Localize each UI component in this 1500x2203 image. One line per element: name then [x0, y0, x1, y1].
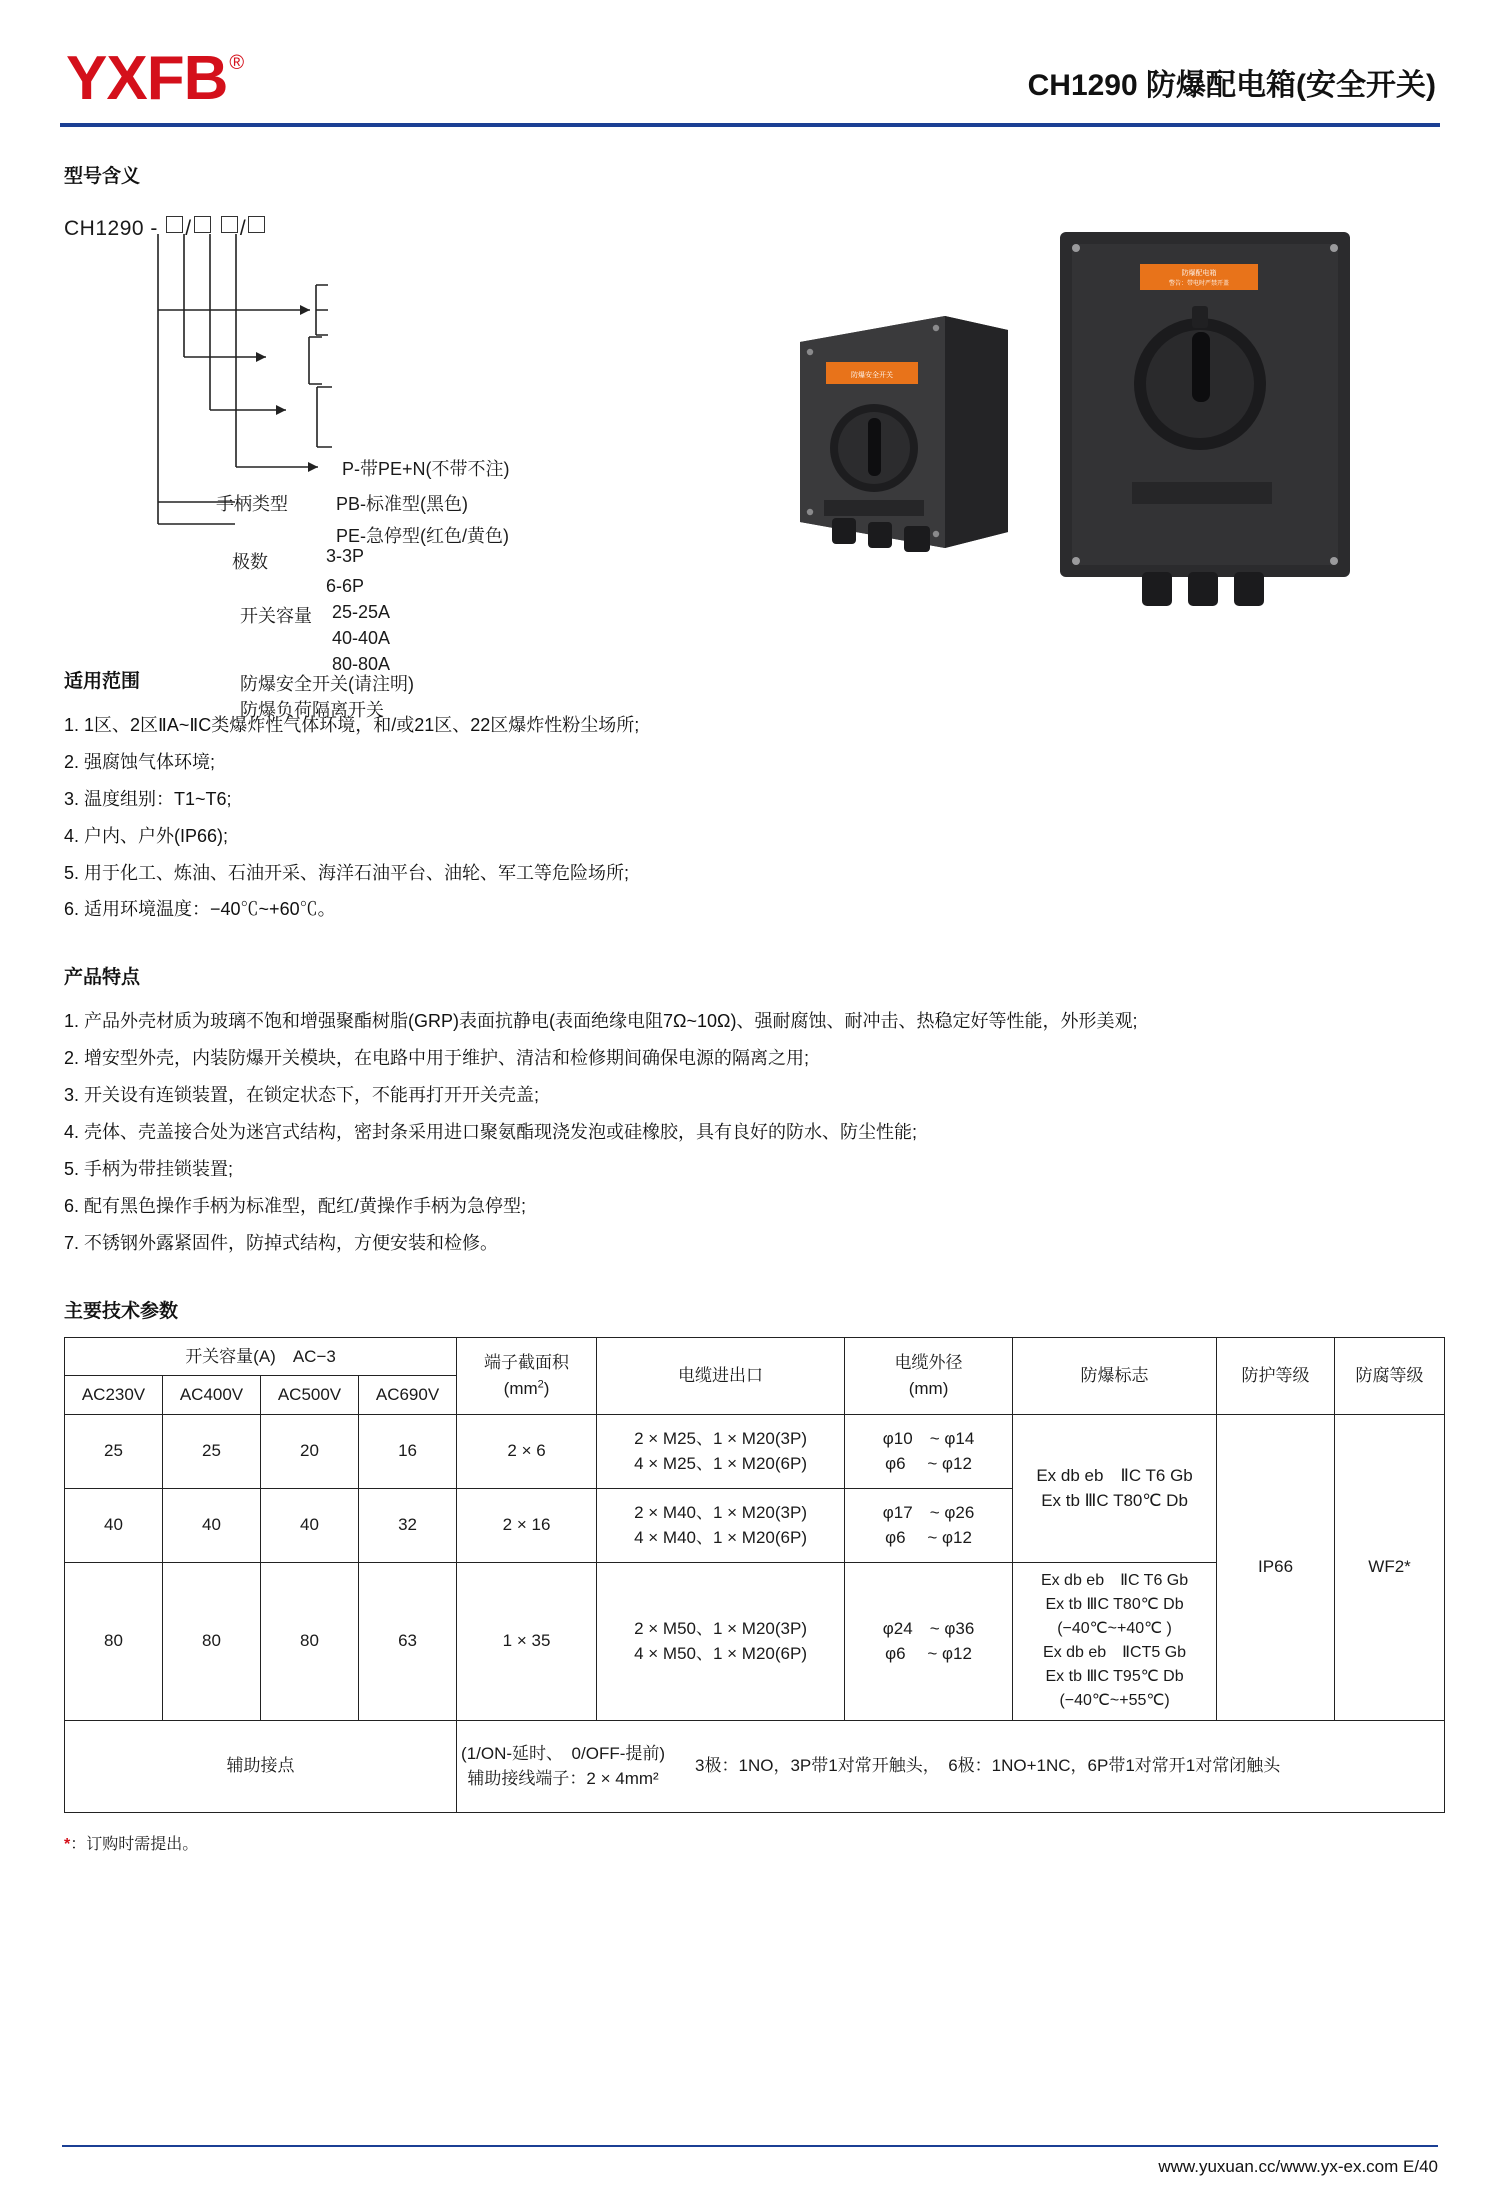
cell-ac230: 25: [65, 1414, 163, 1488]
model-code: CH1290 - / /: [64, 216, 267, 241]
ex-mark-top-line1: Ex db eb ⅡC T6 Gb: [1036, 1465, 1193, 1485]
footnote-star: *: [64, 1835, 71, 1853]
svg-text:防爆配电箱: 防爆配电箱: [1181, 270, 1217, 277]
th-ex-mark: 防爆标志: [1013, 1337, 1217, 1414]
list-item: 4. 壳体、壳盖接合处为迷宫式结构，密封条采用进口聚氨酯现浇发泡或硅橡胶，具有良好的防水、防尘性能;: [64, 1122, 918, 1143]
model-leader-lines: [60, 202, 800, 632]
th-capacity-group: 开关容量(A) AC−3: [65, 1337, 457, 1376]
cell-cable-entry-3p: 2 × M40、1 × M20(3P): [634, 1502, 807, 1522]
cell-ac500: 40: [261, 1488, 359, 1562]
cell-ac500: 20: [261, 1414, 359, 1488]
cell-cable-od-3p: φ24 ~ φ36: [882, 1618, 975, 1638]
features-list: [64, 1003, 1440, 1261]
list-item: 4. 户内、户外(IP66);: [64, 825, 229, 846]
section-title-scope: 适用范围: [64, 671, 141, 692]
ex-mark-bottom-line6: (−40℃~+55℃): [1059, 1692, 1170, 1710]
header-divider: [60, 123, 1440, 127]
model-label-series-2: 防爆负荷隔离开关: [240, 700, 384, 720]
section-title-model: 型号含义: [64, 166, 141, 187]
th-cable-od-line2: (mm): [908, 1378, 949, 1398]
th-corrosion-rating: 防腐等级: [1335, 1337, 1445, 1414]
cell-ac690: 63: [359, 1562, 457, 1720]
spec-table: [64, 1337, 1445, 1813]
cell-aux-detail: [457, 1720, 1445, 1812]
aux-line-3: 3极：1NO，3P带1对常开触头， 6极：1NO+1NC，6P带1对常开1对常闭触头: [695, 1756, 1281, 1776]
product-photo-right: [1060, 232, 1350, 606]
th-ac500: AC500V: [261, 1376, 359, 1415]
model-label-cap-40: 40-40A: [332, 628, 391, 648]
cell-ac690: 16: [359, 1414, 457, 1488]
ex-mark-bottom-line2: Ex tb ⅢC T80℃ Db: [1045, 1596, 1184, 1614]
aux-line-2: 辅助接线端子：2 × 4mm²: [467, 1769, 659, 1789]
footer-divider: [62, 2145, 1438, 2147]
ex-mark-bottom-line5: Ex tb ⅢC T95℃ Db: [1045, 1668, 1184, 1686]
model-label-series-1: 防爆安全开关(请注明): [240, 674, 414, 694]
cell-cable-entry: [597, 1414, 845, 1488]
list-item: 2. 强腐蚀气体环境;: [64, 751, 216, 772]
list-item: 3. 温度组别：T1~T6;: [64, 788, 232, 809]
footnote-text: ：订购时需提出。: [70, 1835, 199, 1853]
list-item: 1. 1区、2区ⅡA~ⅡC类爆炸性气体环境，和/或21区、22区爆炸性粉尘场所;: [64, 715, 640, 735]
logo-text: YXFB: [66, 44, 228, 113]
cell-corrosion-rating: WF2*: [1335, 1414, 1445, 1720]
page-footer: [0, 2145, 1500, 2177]
th-cable-od-line1: 电缆外径: [894, 1353, 963, 1373]
th-ac690: AC690V: [359, 1376, 457, 1415]
cell-ac690: 32: [359, 1488, 457, 1562]
cell-ex-mark-bottom: [1013, 1562, 1217, 1720]
ex-mark-bottom-line4: Ex db eb ⅡCT5 Gb: [1043, 1644, 1187, 1662]
th-terminal-area: [457, 1337, 597, 1414]
model-label-cap-80: 80-80A: [332, 654, 391, 674]
footer-url: www.yuxuan.cc/www.yx-ex.com E/40: [1158, 2157, 1438, 2176]
list-item: 3. 开关设有连锁装置，在锁定状态下，不能再打开开关壳盖;: [64, 1085, 540, 1106]
cell-cable-od: [845, 1488, 1013, 1562]
page-title: CH1290 防爆配电箱(安全开关): [1027, 69, 1436, 102]
th-cable-od: [845, 1337, 1013, 1414]
scope-list: [64, 707, 1440, 928]
list-item: 6. 适用环境温度：−40℃~+60℃。: [64, 899, 336, 920]
model-label-handle-type: 手柄类型: [216, 494, 288, 514]
ex-mark-top-line2: Ex tb ⅢC T80℃ Db: [1041, 1491, 1188, 1511]
model-label-pe-n: P-带PE+N(不带不注): [342, 459, 510, 479]
cell-ac400: 25: [163, 1414, 261, 1488]
section-title-spec: 主要技术参数: [64, 1300, 179, 1322]
cell-ac230: 40: [65, 1488, 163, 1562]
cell-cable-entry: [597, 1488, 845, 1562]
cell-cable-od-6p: φ6 ~ φ12: [885, 1644, 972, 1664]
svg-text:警告：带电时严禁开盖: 警告：带电时严禁开盖: [1168, 281, 1230, 287]
model-label-handle-standard: PB-标准型(黑色): [336, 494, 468, 514]
model-code-prefix: CH1290 -: [64, 217, 158, 240]
list-item: 7. 不锈钢外露紧固件，防掉式结构，方便安装和检修。: [64, 1232, 499, 1253]
cell-ex-mark-top: [1013, 1414, 1217, 1562]
model-label-poles-3: 3-3P: [326, 546, 365, 566]
cell-ac500: 80: [261, 1562, 359, 1720]
registered-trademark-icon: ®: [229, 52, 245, 74]
page-header: [60, 0, 1440, 120]
cell-aux-label: 辅助接点: [65, 1720, 457, 1812]
model-label-handle-estop: PE-急停型(红色/黄色): [336, 526, 509, 546]
model-label-capacity: 开关容量: [240, 606, 312, 626]
th-ip-rating: 防护等级: [1217, 1337, 1335, 1414]
list-item: 5. 用于化工、炼油、石油开采、海洋石油平台、油轮、军工等危险场所;: [64, 862, 630, 883]
model-label-poles: 极数: [232, 552, 268, 572]
section-title-features: 产品特点: [64, 967, 141, 989]
th-terminal-area-line1: 端子截面积: [484, 1353, 570, 1373]
cell-cable-od-6p: φ6 ~ φ12: [885, 1454, 972, 1474]
cell-cable-entry-6p: 4 × M25、1 × M20(6P): [634, 1454, 807, 1474]
model-label-cap-25: 25-25A: [332, 602, 391, 622]
table-footnote: [64, 1831, 1440, 1854]
cell-ac230: 80: [65, 1562, 163, 1720]
cell-ac400: 40: [163, 1488, 261, 1562]
list-item: 1. 产品外壳材质为玻璃不饱和增强聚酯树脂(GRP)表面抗静电(表面绝缘电阻7Ω~10Ω)、强耐腐蚀、耐冲击、热稳定好等性能，外形美观;: [64, 1011, 1138, 1032]
table-row-auxiliary: [65, 1720, 1445, 1812]
ex-mark-bottom-line3: (−40℃~+40℃ ): [1057, 1620, 1172, 1638]
th-cable-entry: 电缆进出口: [597, 1337, 845, 1414]
list-item: 2. 增安型外壳，内装防爆开关模块，在电路中用于维护、清洁和检修期间确保电源的隔离之用;: [64, 1048, 810, 1069]
product-photo-left: [800, 316, 1008, 552]
model-label-poles-6: 6-6P: [326, 576, 365, 596]
product-photos: [740, 212, 1440, 612]
table-header-row-1: [65, 1337, 1445, 1376]
cell-cable-entry-6p: 4 × M40、1 × M20(6P): [634, 1528, 807, 1548]
ex-mark-bottom-line1: Ex db eb ⅡC T6 Gb: [1040, 1572, 1189, 1590]
table-row: [65, 1414, 1445, 1488]
cell-terminal: 2 × 6: [457, 1414, 597, 1488]
cell-terminal: 2 × 16: [457, 1488, 597, 1562]
list-item: 5. 手柄为带挂锁装置;: [64, 1158, 234, 1179]
cell-cable-od-3p: φ10 ~ φ14: [882, 1428, 975, 1448]
brand-logo: [60, 44, 245, 113]
th-ac400: AC400V: [163, 1376, 261, 1415]
cell-cable-entry-3p: 2 × M50、1 × M20(3P): [634, 1618, 807, 1638]
cell-ac400: 80: [163, 1562, 261, 1720]
cell-cable-od-6p: φ6 ~ φ12: [885, 1528, 972, 1548]
cell-ip-rating: IP66: [1217, 1414, 1335, 1720]
list-item: 6. 配有黑色操作手柄为标准型，配红/黄操作手柄为急停型;: [64, 1195, 527, 1216]
th-terminal-area-line2: $(mm^2)$: [503, 1377, 550, 1398]
th-ac230: AC230V: [65, 1376, 163, 1415]
cell-cable-od: [845, 1414, 1013, 1488]
aux-line-1: (1/ON-延时、 0/OFF-提前): [461, 1743, 666, 1763]
cell-terminal: 1 × 35: [457, 1562, 597, 1720]
cell-cable-od: [845, 1562, 1013, 1720]
cell-cable-od-3p: φ17 ~ φ26: [882, 1502, 975, 1522]
cell-cable-entry-3p: 2 × M25、1 × M20(3P): [634, 1428, 807, 1448]
svg-text:防爆安全开关: 防爆安全开关: [851, 372, 893, 379]
cell-cable-entry-6p: 4 × M50、1 × M20(6P): [634, 1644, 807, 1664]
cell-cable-entry: [597, 1562, 845, 1720]
